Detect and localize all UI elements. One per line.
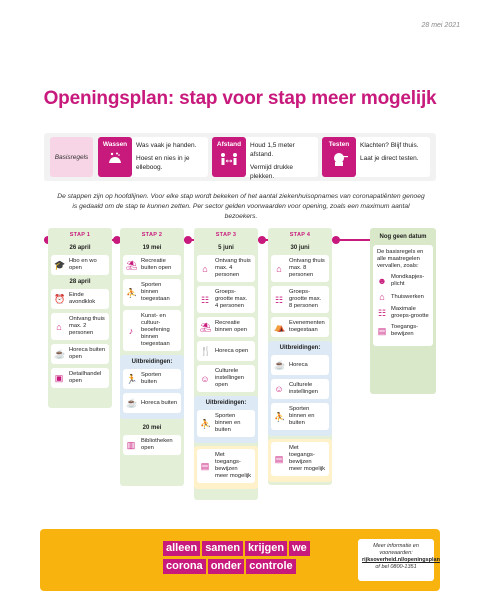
toegangsbewijzen-block bbox=[194, 446, 258, 489]
measure-card: ⛹ Sporten binnen toegestaan bbox=[123, 279, 181, 306]
alarm-clock-icon: ⏰ bbox=[54, 294, 66, 304]
measure-card: ▤ Met toegangs-bewijzen meer mogelijk bbox=[197, 449, 255, 483]
measure-card: ⛱ Recreatie buiten open bbox=[123, 255, 181, 275]
slogan-word: krijgen bbox=[245, 541, 287, 556]
theater-icon: ☺ bbox=[274, 384, 284, 394]
rule-afstand bbox=[212, 137, 318, 180]
step-date: 26 april bbox=[69, 245, 91, 251]
rule-wassen bbox=[98, 137, 208, 177]
intro-text: De stappen zijn op hoofdlijnen. Voor elke stap wordt bekeken of het aantal ziekenhuisopnames van coronapatiënten genoeg is gedaald om de stap te kunnen zetten. Per sector gelden voorwaarden voor opening, zoals een maximum aantal bezoekers. bbox=[57, 193, 425, 220]
step-date: 30 juni bbox=[290, 245, 310, 251]
document-date: 28 mei 2021 bbox=[421, 22, 460, 29]
list-item: ▤ Toegangs-bewijzen bbox=[377, 324, 419, 337]
uitbreidingen-block bbox=[120, 355, 184, 419]
measure-card: ☕ Horeca bbox=[271, 355, 329, 375]
measure-card: ☷ Groeps-grootte max. 8 personen bbox=[271, 286, 329, 313]
step-3-column bbox=[194, 228, 258, 500]
measure-card: ⛹ Sporten binnen en buiten bbox=[271, 403, 329, 430]
info-phone: of bel 0800-1351 bbox=[375, 564, 417, 570]
measure-card: ⌂ Ontvang thuis max. 4 personen bbox=[197, 255, 255, 282]
measure-card: ☺ Culturele instellingen bbox=[271, 379, 329, 399]
rule-testen-tag: Testen bbox=[322, 137, 356, 177]
info-link[interactable]: rijksoverheid.nl/openingsplan bbox=[362, 557, 440, 563]
timeline-dot bbox=[332, 236, 340, 244]
uitbreidingen-label: Uitbreidingen: bbox=[279, 345, 321, 351]
education-icon: 🎓 bbox=[54, 260, 66, 270]
cup-icon: ☕ bbox=[126, 398, 138, 408]
list-item: ⌂ Thuiswerken bbox=[377, 292, 429, 302]
uitbreidingen-block bbox=[268, 341, 332, 436]
measure-card: ▤ Met toegangs-bewijzen meer mogelijk bbox=[271, 442, 329, 476]
rule-afstand-text: Houd 1,5 meter afstand. Vermijd drukke plekken. bbox=[250, 142, 295, 180]
uitbreidingen-block bbox=[194, 396, 258, 443]
measure-card: 🏃 Sporten buiten bbox=[123, 369, 181, 389]
timeline-dashes bbox=[340, 236, 374, 244]
basisregels-label: Basisregels bbox=[50, 137, 93, 177]
home-work-icon: ⌂ bbox=[379, 292, 385, 302]
hand-wash-icon bbox=[106, 151, 124, 167]
measure-card: ⌂ Ontvang thuis max. 8 personen bbox=[271, 255, 329, 282]
measure-card: ▣ Detailhandel open bbox=[51, 368, 109, 388]
measure-card: ☺ Culturele instellingen open bbox=[197, 365, 255, 392]
step-label: STAP 2 bbox=[141, 232, 163, 238]
cup-icon: ☕ bbox=[54, 349, 66, 359]
home-icon: ⌂ bbox=[276, 263, 282, 274]
rule-afstand-tag: Afstand bbox=[212, 137, 246, 177]
nog-geen-datum-column bbox=[370, 228, 436, 394]
step-date: 19 mei bbox=[142, 245, 162, 251]
slogan-banner bbox=[40, 529, 440, 591]
event-icon: ⛺ bbox=[274, 322, 286, 332]
rule-testen-text: Klachten? Blijf thuis. Laat je direct testen. bbox=[360, 142, 419, 162]
slogan-word: alleen bbox=[163, 541, 200, 556]
sports-indoor-icon: ⛹ bbox=[200, 418, 212, 429]
measure-card: ♪ Kunst- en cultuur-beoefening binnen toegestaan bbox=[123, 310, 181, 351]
slogan-word: we bbox=[289, 541, 310, 556]
step-2-column bbox=[120, 228, 184, 486]
step-date: 20 mei bbox=[142, 425, 162, 431]
info-text: Meer informatie en voorwaarden: bbox=[373, 543, 419, 556]
rule-wassen-tag: Wassen bbox=[98, 137, 132, 177]
rule-testen bbox=[322, 137, 430, 177]
step-4-column bbox=[268, 228, 332, 485]
mask-icon: ☻ bbox=[377, 276, 387, 286]
basisregels-panel bbox=[44, 133, 436, 181]
measure-card: ⛱ Recreatie binnen open bbox=[197, 317, 255, 337]
ticket-icon: ▤ bbox=[200, 461, 210, 471]
measure-card: ☕ Horeca buiten bbox=[123, 393, 181, 413]
cutlery-icon: 🍴 bbox=[200, 346, 212, 356]
slogan-word: controle bbox=[246, 559, 295, 574]
step-label: STAP 1 bbox=[69, 232, 91, 238]
list-item: ☻ Mondkapjes-plicht bbox=[377, 274, 425, 287]
measure-card: ⌂ Ontvang thuis max. 2 personen bbox=[51, 313, 109, 340]
library-icon: ▥ bbox=[126, 440, 136, 450]
uitbreidingen-label: Uitbreidingen: bbox=[205, 400, 247, 406]
recreation-icon: ⛱ bbox=[200, 322, 212, 332]
sports-indoor-icon: ⛹ bbox=[274, 411, 286, 422]
slogan-word: corona bbox=[163, 559, 206, 574]
group-icon: ☷ bbox=[274, 294, 284, 305]
measure-card: ☕ Horeca buiten open bbox=[51, 344, 109, 364]
uitbreidingen-label: Uitbreidingen: bbox=[131, 359, 173, 365]
measure-card: ▥ Bibliotheken open bbox=[123, 435, 181, 455]
distance-icon bbox=[219, 151, 239, 167]
nog-geen-datum-label: Nog geen datum bbox=[379, 234, 427, 240]
measure-card: ⛺ Evenementen toegestaan bbox=[271, 317, 329, 337]
timeline-dot bbox=[184, 236, 192, 244]
slogan-word: samen bbox=[202, 541, 243, 556]
home-icon: ⌂ bbox=[202, 263, 208, 274]
home-icon: ⌂ bbox=[56, 321, 62, 332]
recreation-icon: ⛱ bbox=[126, 260, 138, 270]
toegangsbewijzen-block bbox=[268, 439, 332, 482]
step-date: 5 juni bbox=[218, 245, 234, 251]
cup-icon: ☕ bbox=[274, 360, 286, 370]
step-1-column bbox=[48, 228, 112, 408]
measure-card: 🎓 Hbo en wo open bbox=[51, 255, 109, 275]
theater-icon: ☺ bbox=[200, 373, 210, 384]
page-title: Openingsplan: stap voor stap meer mogelijk bbox=[43, 88, 437, 109]
info-box bbox=[358, 539, 440, 581]
group-icon: ☷ bbox=[200, 294, 210, 305]
step-date: 28 april bbox=[69, 279, 91, 285]
measure-card: 🍴 Horeca open bbox=[197, 341, 255, 361]
timeline-dot bbox=[258, 236, 266, 244]
measure-card: ☷ Groeps-grootte max. 4 personen bbox=[197, 286, 255, 313]
measure-card: ⛹ Sporten binnen en buiten bbox=[197, 410, 255, 437]
ticket-icon: ▤ bbox=[274, 454, 284, 464]
rule-wassen-text: Was vaak je handen. Hoest en nies in je elleboog. bbox=[136, 142, 197, 171]
nog-geen-datum-box bbox=[373, 245, 433, 346]
shop-icon: ▣ bbox=[54, 373, 64, 383]
measure-card: ⏰ Einde avondklok bbox=[51, 289, 109, 309]
step-label: STAP 3 bbox=[215, 232, 237, 238]
group-icon: ☷ bbox=[377, 308, 387, 318]
sports-indoor-icon: ⛹ bbox=[126, 287, 138, 298]
slogan bbox=[163, 541, 310, 577]
step-label: STAP 4 bbox=[289, 232, 311, 238]
nog-geen-datum-intro: De basisregels en alle maatregelen vervallen, zoals: bbox=[377, 249, 424, 269]
culture-icon: ♪ bbox=[128, 325, 134, 336]
sports-outdoor-icon: 🏃 bbox=[126, 374, 138, 384]
ticket-icon: ▤ bbox=[377, 326, 387, 336]
slogan-word: onder bbox=[208, 559, 245, 574]
list-item: ☷ Maximale groeps-grootte bbox=[377, 306, 429, 319]
test-icon bbox=[330, 151, 348, 167]
